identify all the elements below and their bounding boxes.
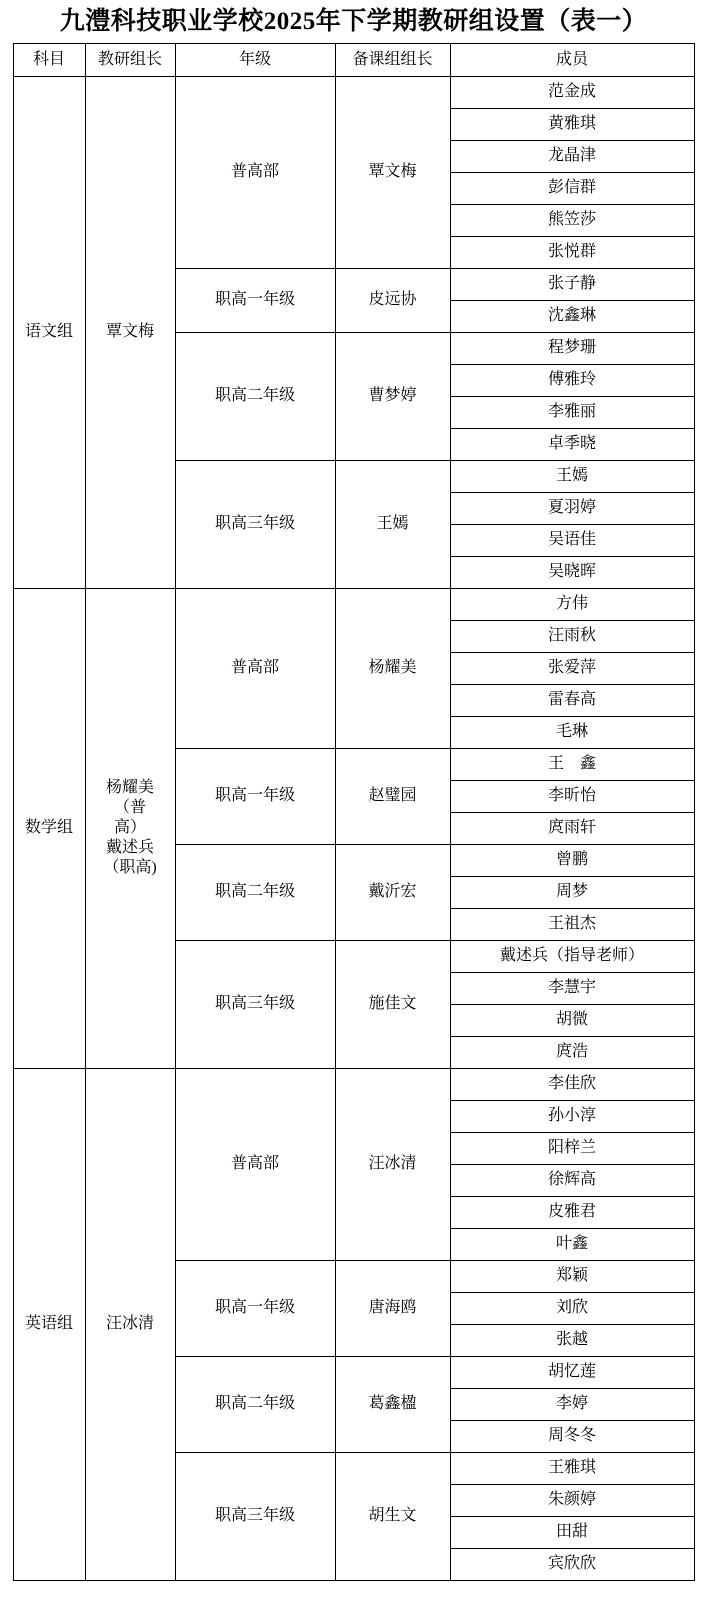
group-leader-line: 高） bbox=[113, 819, 146, 836]
cell-grade: 普高部 bbox=[175, 76, 335, 268]
cell-prep-leader: 皮远协 bbox=[335, 268, 450, 332]
cell-member: 李佳欣 bbox=[450, 1068, 694, 1100]
group-leader-line: 杨耀美 bbox=[105, 779, 154, 796]
cell-member: 范金成 bbox=[450, 76, 694, 108]
column-header-subject: 科目 bbox=[13, 43, 85, 76]
cell-member: 吴晓晖 bbox=[450, 556, 694, 588]
cell-member: 黄雅琪 bbox=[450, 108, 694, 140]
cell-prep-leader: 戴沂宏 bbox=[335, 844, 450, 940]
cell-group-leader bbox=[85, 1068, 175, 1580]
cell-grade: 职高一年级 bbox=[175, 268, 335, 332]
cell-member: 雷春高 bbox=[450, 684, 694, 716]
cell-member: 傅雅玲 bbox=[450, 364, 694, 396]
cell-member: 张越 bbox=[450, 1324, 694, 1356]
cell-member: 胡微 bbox=[450, 1004, 694, 1036]
cell-member: 龙晶津 bbox=[450, 140, 694, 172]
cell-member: 彭信群 bbox=[450, 172, 694, 204]
cell-prep-leader: 覃文梅 bbox=[335, 76, 450, 268]
cell-prep-leader: 杨耀美 bbox=[335, 588, 450, 748]
cell-member: 王雅琪 bbox=[450, 1452, 694, 1484]
cell-prep-leader: 胡生文 bbox=[335, 1452, 450, 1580]
cell-member: 朱颜婷 bbox=[450, 1484, 694, 1516]
group-leader-line: 戴述兵 bbox=[105, 839, 154, 856]
cell-member: 曾鹏 bbox=[450, 844, 694, 876]
cell-group-leader bbox=[85, 588, 175, 1068]
cell-member: 程梦珊 bbox=[450, 332, 694, 364]
cell-member: 孙小淳 bbox=[450, 1100, 694, 1132]
cell-member: 郑颖 bbox=[450, 1260, 694, 1292]
table-row bbox=[13, 1068, 694, 1100]
table-body bbox=[13, 76, 694, 1580]
column-header-members: 成员 bbox=[450, 43, 694, 76]
cell-subject: 数学组 bbox=[13, 588, 85, 1068]
table-row bbox=[13, 588, 694, 620]
cell-grade: 职高一年级 bbox=[175, 1260, 335, 1356]
cell-member: 周冬冬 bbox=[450, 1420, 694, 1452]
cell-grade: 职高二年级 bbox=[175, 844, 335, 940]
cell-group-leader bbox=[85, 76, 175, 588]
cell-member: 叶鑫 bbox=[450, 1228, 694, 1260]
group-leader-line: 汪冰清 bbox=[105, 1315, 154, 1332]
table-header bbox=[13, 43, 694, 76]
cell-member: 李雅丽 bbox=[450, 396, 694, 428]
cell-subject: 英语组 bbox=[13, 1068, 85, 1580]
cell-member: 徐辉高 bbox=[450, 1164, 694, 1196]
cell-member: 胡忆莲 bbox=[450, 1356, 694, 1388]
cell-member: 戴述兵（指导老师） bbox=[450, 940, 694, 972]
cell-member: 张悦群 bbox=[450, 236, 694, 268]
cell-member: 夏羽婷 bbox=[450, 492, 694, 524]
cell-prep-leader: 王嫣 bbox=[335, 460, 450, 588]
cell-member: 汪雨秋 bbox=[450, 620, 694, 652]
cell-member: 方伟 bbox=[450, 588, 694, 620]
cell-prep-leader: 施佳文 bbox=[335, 940, 450, 1068]
cell-member: 刘欣 bbox=[450, 1292, 694, 1324]
table-row bbox=[13, 76, 694, 108]
cell-member: 张子静 bbox=[450, 268, 694, 300]
cell-member: 田甜 bbox=[450, 1516, 694, 1548]
cell-member: 周梦 bbox=[450, 876, 694, 908]
cell-member: 李婷 bbox=[450, 1388, 694, 1420]
cell-member: 熊笠莎 bbox=[450, 204, 694, 236]
table-header-row bbox=[13, 43, 694, 76]
teaching-group-table bbox=[13, 43, 695, 1581]
cell-member: 阳梓兰 bbox=[450, 1132, 694, 1164]
cell-member: 卓季晓 bbox=[450, 428, 694, 460]
cell-member: 李慧宇 bbox=[450, 972, 694, 1004]
column-header-group-leader: 教研组长 bbox=[85, 43, 175, 76]
cell-grade: 职高三年级 bbox=[175, 1452, 335, 1580]
page-title: 九澧科技职业学校2025年下学期教研组设置（表一） bbox=[59, 8, 648, 35]
cell-grade: 职高一年级 bbox=[175, 748, 335, 844]
cell-grade: 职高二年级 bbox=[175, 1356, 335, 1452]
cell-member: 王 鑫 bbox=[450, 748, 694, 780]
cell-prep-leader: 汪冰清 bbox=[335, 1068, 450, 1260]
cell-grade: 普高部 bbox=[175, 588, 335, 748]
cell-grade: 职高二年级 bbox=[175, 332, 335, 460]
cell-member: 宾欣欣 bbox=[450, 1548, 694, 1580]
cell-member: 张爱萍 bbox=[450, 652, 694, 684]
cell-member: 王祖杰 bbox=[450, 908, 694, 940]
cell-prep-leader: 曹梦婷 bbox=[335, 332, 450, 460]
cell-prep-leader: 赵璧园 bbox=[335, 748, 450, 844]
group-leader-line: 覃文梅 bbox=[105, 323, 154, 340]
group-leader-line: （普 bbox=[113, 799, 146, 816]
cell-grade: 普高部 bbox=[175, 1068, 335, 1260]
cell-subject: 语文组 bbox=[13, 76, 85, 588]
column-header-prep-leader: 备课组组长 bbox=[335, 43, 450, 76]
group-leader-line: （职高) bbox=[103, 859, 157, 876]
column-header-grade: 年级 bbox=[175, 43, 335, 76]
cell-grade: 职高三年级 bbox=[175, 460, 335, 588]
cell-grade: 职高三年级 bbox=[175, 940, 335, 1068]
cell-member: 皮雅君 bbox=[450, 1196, 694, 1228]
cell-member: 李昕怡 bbox=[450, 780, 694, 812]
cell-member: 庹雨轩 bbox=[450, 812, 694, 844]
cell-member: 沈鑫琳 bbox=[450, 300, 694, 332]
cell-prep-leader: 葛鑫楹 bbox=[335, 1356, 450, 1452]
cell-member: 王嫣 bbox=[450, 460, 694, 492]
cell-member: 吴语佳 bbox=[450, 524, 694, 556]
cell-prep-leader: 唐海鸥 bbox=[335, 1260, 450, 1356]
cell-member: 毛琳 bbox=[450, 716, 694, 748]
cell-member: 庹浩 bbox=[450, 1036, 694, 1068]
